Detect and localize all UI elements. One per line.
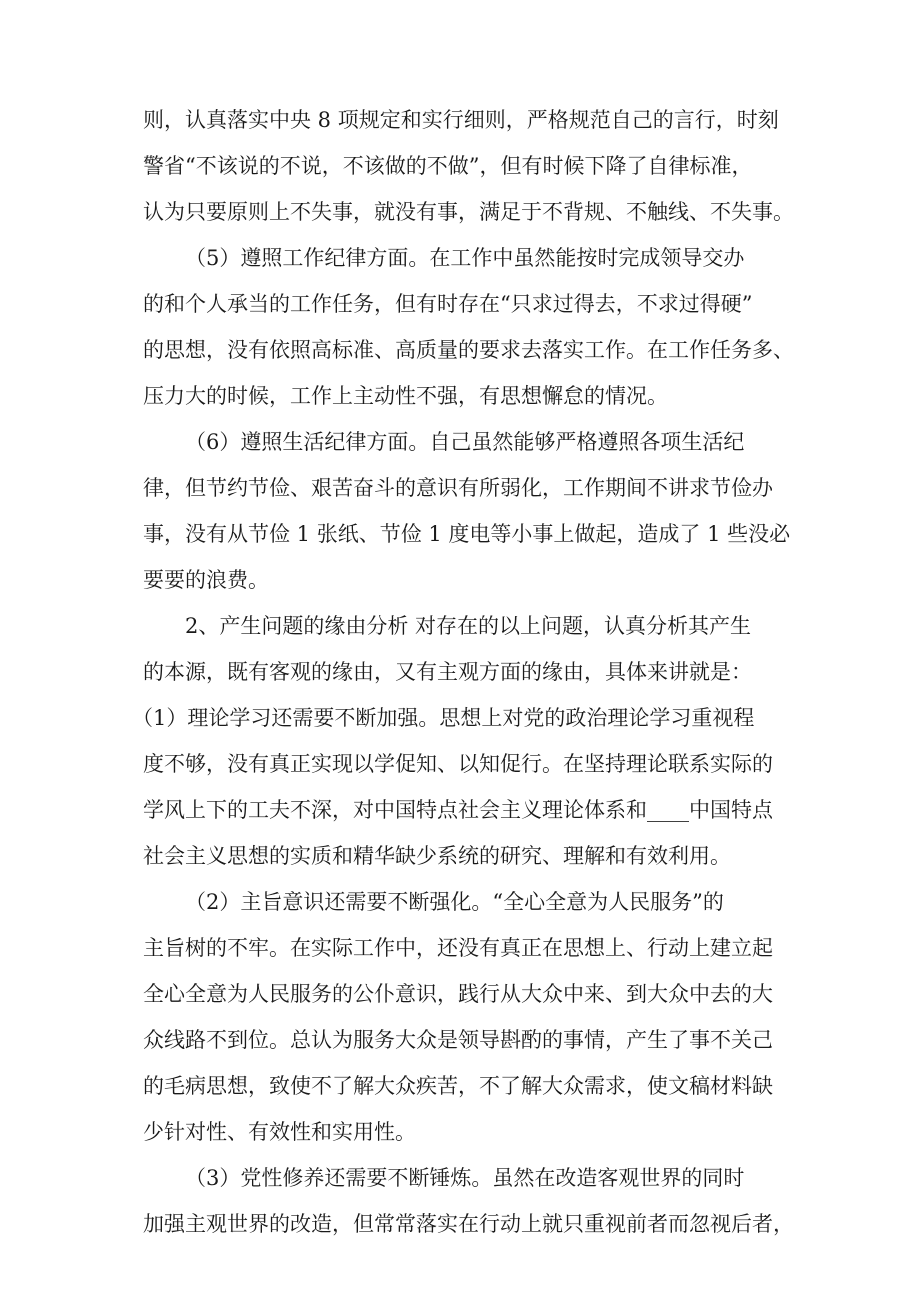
text-line: 的毛病思想，致使不了解大众疾苦，不了解大众需求，使文稿材料缺 — [143, 1074, 773, 1098]
text-line: 压力大的时候，工作上主动性不强，有思想懈怠的情况。 — [143, 384, 668, 408]
text-line: 的思想，没有依照高标准、高质量的要求去落实工作。在工作任务多、 — [143, 338, 794, 362]
paragraph-1-start: （1）理论学习还需要不断加强。思想上对党的政治理论学习重视程 — [132, 706, 755, 730]
text-line: 学风上下的工夫不深，对中国特点社会主义理论体系和____中国特点 — [143, 798, 773, 822]
text-line: 要要的浪费。 — [143, 568, 269, 592]
text-line: 主旨树的不牢。在实际工作中，还没有真正在思想上、行动上建立起 — [143, 936, 773, 960]
text-line: 则，认真落实中央 8 项规定和实行细则，严格规范自己的言行，时刻 — [143, 108, 779, 132]
text-line: 社会主义思想的实质和精华缺少系统的研究、理解和有效利用。 — [143, 844, 731, 868]
text-line: 的本源，既有客观的缘由，又有主观方面的缘由，具体来讲就是： — [143, 660, 752, 684]
text-line: 度不够，没有真正实现以学促知、以知促行。在坚持理论联系实际的 — [143, 752, 773, 776]
section-2-heading: 2、产生问题的缘由分析 对存在的以上问题，认真分析其产生 — [185, 614, 752, 638]
text-line: 众线路不到位。总认为服务大众是领导斟酌的事情，产生了事不关己 — [143, 1028, 773, 1052]
text-line: 的和个人承当的工作任务，但有时存在“只求过得去，不求过得硬” — [143, 292, 753, 316]
document-body — [132, 97, 794, 1247]
paragraph-5-start: （5）遵照工作纪律方面。在工作中虽然能按时完成领导交办 — [185, 246, 745, 270]
text-line: 警省“不该说的不说，不该做的不做”，但有时候下降了自律标准， — [143, 154, 753, 178]
text-line: 全心全意为人民服务的公仆意识，践行从大众中来、到大众中去的大 — [143, 982, 773, 1006]
text-line: 律，但节约节俭、艰苦奋斗的意识有所弱化，工作期间不讲求节俭办 — [143, 476, 773, 500]
paragraph-6-start: （6）遵照生活纪律方面。自己虽然能够严格遵照各项生活纪 — [185, 430, 745, 454]
text-line: 少针对性、有效性和实用性。 — [143, 1120, 416, 1144]
text-line: 加强主观世界的改造，但常常落实在行动上就只重视前者而忽视后者， — [143, 1212, 794, 1236]
paragraph-2-start: （2）主旨意识还需要不断强化。“全心全意为人民服务”的 — [185, 890, 724, 914]
text-line: 认为只要原则上不失事，就没有事，满足于不背规、不触线、不失事。 — [143, 200, 794, 224]
paragraph-3-start: （3）党性修养还需要不断锤炼。虽然在改造客观世界的同时 — [185, 1166, 745, 1190]
text-line: 事，没有从节俭 1 张纸、节俭 1 度电等小事上做起，造成了 1 些没必 — [143, 522, 791, 546]
